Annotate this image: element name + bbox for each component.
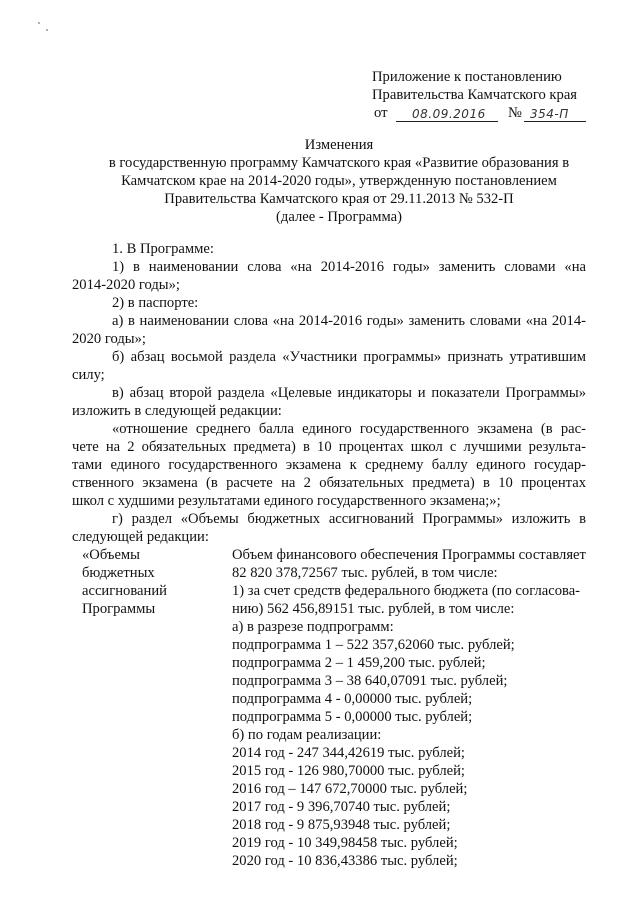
appendix-line-2: Правительства Камчатского края <box>372 87 578 103</box>
body-line: школ с худшими результатами единого государственного экзамена;»; <box>72 493 501 509</box>
table-right-line: 2019 год - 10 349,98458 тыс. рублей; <box>232 835 458 851</box>
table-right-line: подпрограмма 1 – 522 357,62060 тыс. рублей; <box>232 637 515 653</box>
table-right-line: подпрограмма 2 – 1 459,200 тыс. рублей; <box>232 655 486 671</box>
body-line: изложить в следующей редакции: <box>72 403 282 419</box>
scan-speck <box>46 29 48 31</box>
body-line: силу; <box>72 367 105 383</box>
table-left-cell: ассигнований <box>82 583 167 599</box>
body-line: а) в наименовании слова «на 2014-2016 годы» заменить словами «на 2014- <box>112 313 586 329</box>
table-right-line: 82 820 378,72567 тыс. рублей, в том числе: <box>232 565 498 581</box>
scan-speck <box>38 22 40 24</box>
body-line: ственного экзамена (в расчете на 2 обязательных предмета) в 10 процентах <box>72 475 586 491</box>
body-line: следующей редакции: <box>72 529 209 545</box>
table-right-line: 2016 год – 147 672,70000 тыс. рублей; <box>232 781 468 797</box>
title-line-4: Правительства Камчатского края от 29.11.2013 № 532-П <box>164 191 514 207</box>
body-line: тами единого государственного экзамена к среднему баллу единого государ- <box>72 457 586 473</box>
table-right-line: а) в разрезе подпрограмм: <box>232 619 394 635</box>
appendix-line-1: Приложение к постановлению <box>372 69 562 85</box>
table-right-line: б) по годам реализации: <box>232 727 382 743</box>
body-line: б) абзац восьмой раздела «Участники программы» признать утратившим <box>112 349 586 365</box>
table-right-line: 2018 год - 9 875,93948 тыс. рублей; <box>232 817 451 833</box>
table-right-line: 2014 год - 247 344,42619 тыс. рублей; <box>232 745 465 761</box>
appendix-number: 354-П <box>530 107 569 121</box>
body-line: 1. В Программе: <box>112 241 214 257</box>
title-line-3: Камчатском крае на 2014-2020 годы», утвержденную постановлением <box>121 173 557 189</box>
body-line: «отношение среднего балла единого государственного экзамена (в рас- <box>112 421 586 437</box>
body-line: 2) в паспорте: <box>112 295 199 311</box>
title-line-2: в государственную программу Камчатского края «Развитие образования в <box>108 155 570 171</box>
table-right-line: Объем финансового обеспечения Программы составляет <box>232 547 586 563</box>
table-right-line: нию) 562 456,89151 тыс. рублей, в том числе: <box>232 601 515 617</box>
table-right-line: подпрограмма 5 - 0,00000 тыс. рублей; <box>232 709 473 725</box>
appendix-date: 08.09.2016 <box>412 107 486 121</box>
body-line: 2020 годы»; <box>72 331 146 347</box>
body-line: г) раздел «Объемы бюджетных ассигнований Программы» изложить в <box>112 511 586 527</box>
body-line: в) абзац второй раздела «Целевые индикаторы и показатели Программы» <box>112 385 586 401</box>
appendix-number-label: № <box>508 105 522 121</box>
body-line: чете на 2 обязательных предмета) в 10 процентах школ с лучшими результа- <box>72 439 586 455</box>
table-left-cell: Программы <box>82 601 156 617</box>
appendix-from-label: от <box>374 105 388 121</box>
title-line-1: Изменения <box>304 137 374 153</box>
table-right-line: 2017 год - 9 396,70740 тыс. рублей; <box>232 799 451 815</box>
title-line-5: (далее - Программа) <box>276 209 402 225</box>
table-right-line: 1) за счет средств федерального бюджета (по согласова- <box>232 583 581 599</box>
body-line: 2014-2020 годы»; <box>72 277 180 293</box>
body-line: 1) в наименовании слова «на 2014-2016 годы» заменить словами «на <box>112 259 586 275</box>
table-right-line: подпрограмма 4 - 0,00000 тыс. рублей; <box>232 691 473 707</box>
table-left-cell: бюджетных <box>82 565 155 581</box>
table-left-cell: «Объемы <box>82 547 140 563</box>
table-right-line: подпрограмма 3 – 38 640,07091 тыс. рублей; <box>232 673 508 689</box>
table-right-line: 2015 год - 126 980,70000 тыс. рублей; <box>232 763 465 779</box>
table-right-line: 2020 год - 10 836,43386 тыс. рублей; <box>232 853 458 869</box>
